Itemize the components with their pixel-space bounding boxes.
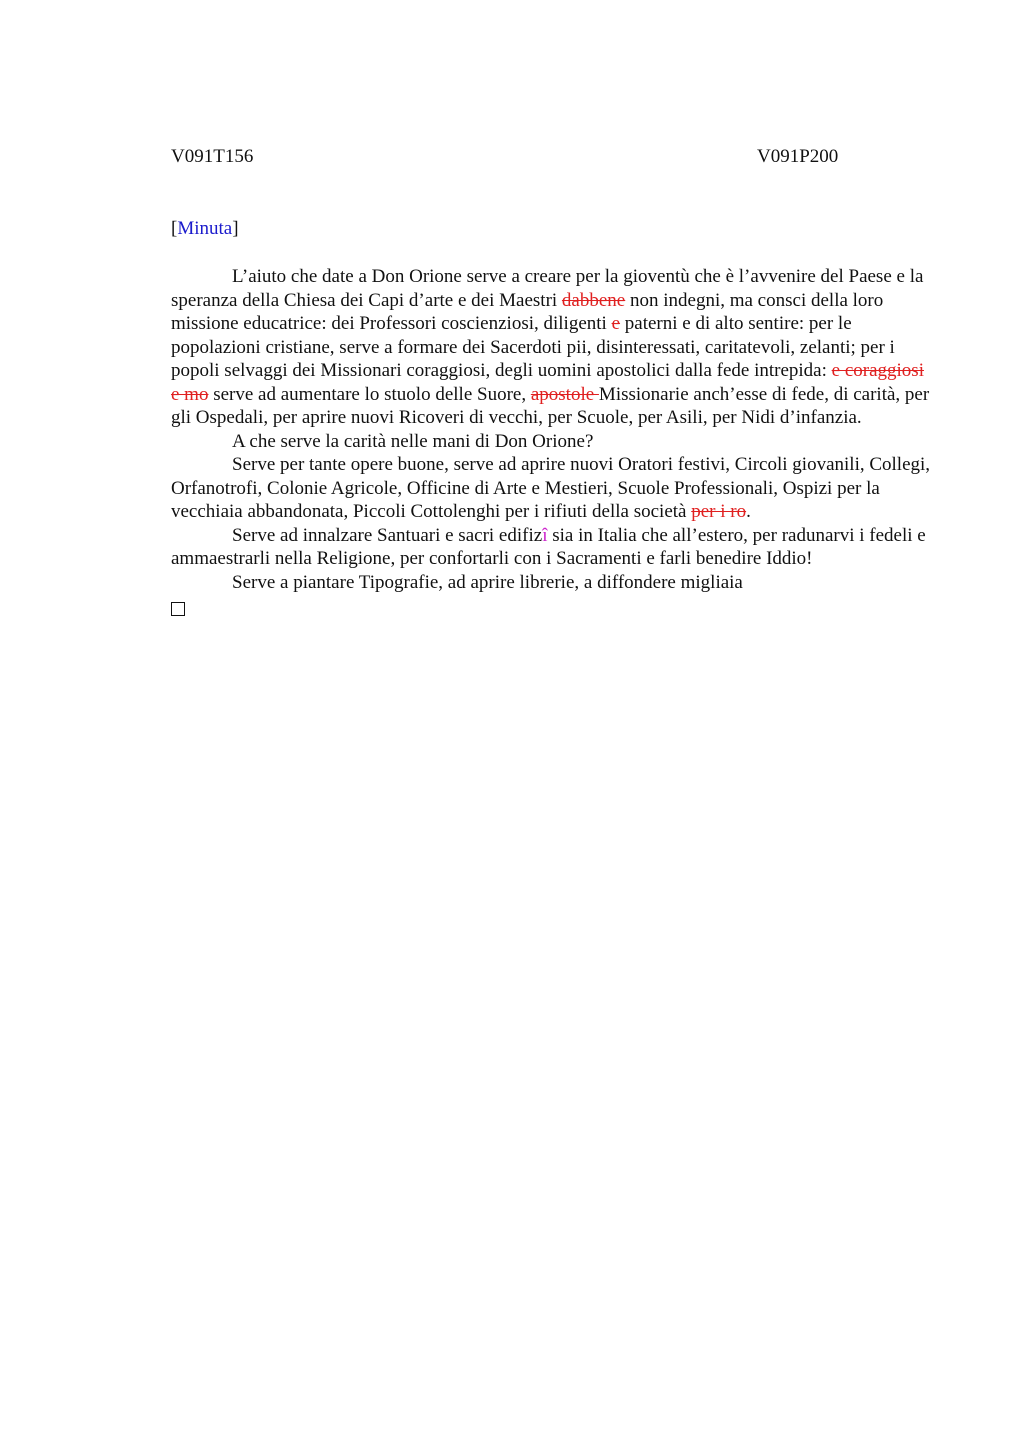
text-span: non indegni, ma consci della loro missione educatrice: dei Professori coscienziosi, diligenti: [171, 289, 884, 334]
deleted-text: e: [611, 313, 621, 334]
text-span: serve ad aumentare lo stuolo delle Suore,: [208, 383, 531, 405]
deleted-text: e coraggiosi e mo: [171, 360, 924, 405]
document-body: [171, 265, 931, 623]
paragraph-2: A che serve la carità nelle mani di Don Orione?: [232, 430, 594, 452]
end-box-icon: [171, 602, 185, 616]
header-right-code: V091P200: [757, 146, 839, 167]
paragraph-5: Serve a piantare Tipografie, ad aprire librerie, a diffondere migliaia: [232, 571, 743, 593]
section-label: [171, 218, 239, 240]
close-bracket: ]: [232, 218, 239, 239]
paragraph-3: [171, 453, 931, 524]
paragraph-4: [171, 524, 931, 571]
text-span: paterni e di alto sentire: per le popolazioni cristiane, serve a formare dei Sacerdoti pii, disinteressati, caritatevoli, zelanti; per i popoli selvaggi dei Missionari coraggiosi, degli uomini apostolici dalla fede intrepida:: [171, 313, 895, 381]
open-bracket: [: [171, 218, 178, 239]
text-span: Missionarie anch’esse di fede, di carità, per gli Ospedali, per aprire nuovi Ricoveri di vecchi, per Scuole, per Asili, per Nidi d’infanzia.: [171, 383, 930, 428]
text-span: sia in Italia che all’estero, per radunarvi i fedeli e ammaestrarli nella Religione, per confortarli con i Sacramenti e farli benedire Iddio!: [171, 524, 926, 569]
text-span: L’aiuto che date a Don Orione serve a creare per la gioventù che è l’avvenire del Paese e la speranza della Chiesa dei Capi d’arte e dei Maestri: [171, 266, 924, 311]
header-left-code: V091T156: [171, 146, 254, 167]
text-span: Serve per tante opere buone, serve ad aprire nuovi Oratori festivi, Circoli giovanili, Collegi, Orfanotrofi, Colonie Agricole, Officine di Arte e Mestieri, Scuole Professionali, Ospizi per la vecchiaia abbandonata, Piccoli Cottolenghi per i rifiuti della società: [171, 454, 931, 522]
paragraph-1: [171, 265, 931, 430]
deleted-text: per i ro: [691, 501, 747, 522]
text-span: Serve ad innalzare Santuari e sacri edifiz: [232, 524, 543, 546]
deleted-text: apostole: [530, 383, 599, 405]
editorial-mark: î: [542, 524, 548, 546]
section-label-text: Minuta: [177, 218, 233, 239]
deleted-text: dabbene: [561, 289, 626, 311]
text-span: .: [746, 501, 751, 522]
